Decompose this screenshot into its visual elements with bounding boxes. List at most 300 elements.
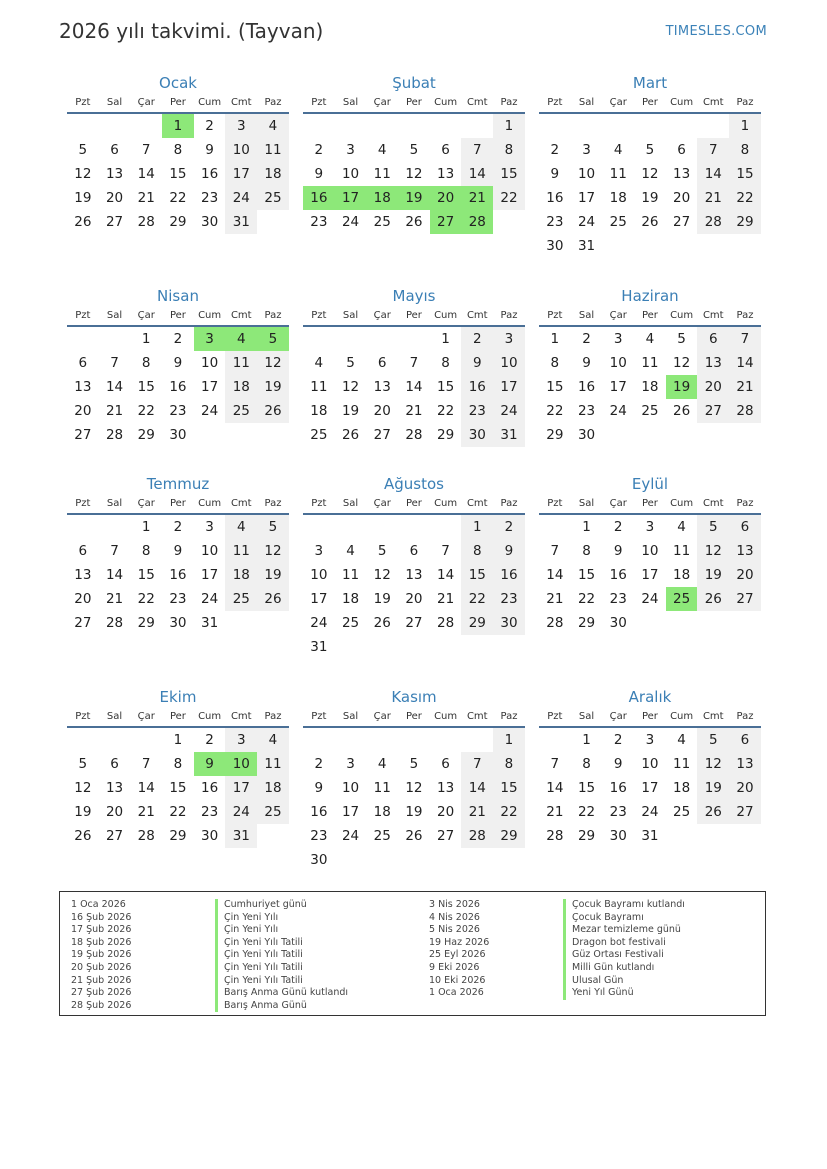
day-cell[interactable]: 27 [697,399,729,423]
day-cell[interactable]: 27 [437,828,455,844]
day-cell[interactable]: 11 [257,752,289,776]
day-cell[interactable]: 17 [225,776,257,800]
day-cell[interactable]: 17 [641,780,659,796]
day-cell[interactable]: 22 [169,190,187,206]
day-cell[interactable]: 16 [609,780,627,796]
day-cell[interactable]: 1 [493,114,525,138]
day-cell[interactable]: 15 [169,780,187,796]
day-cell[interactable]: 20 [437,804,455,820]
day-cell[interactable]: 31 [225,824,257,848]
day-cell[interactable]: 21 [405,403,423,419]
day-cell[interactable]: 2 [613,732,623,748]
day-cell[interactable]: 23 [310,828,328,844]
day-cell[interactable]: 4 [257,728,289,752]
day-cell[interactable]: 28 [697,210,729,234]
day-cell[interactable]: 31 [493,423,525,447]
day-cell[interactable]: 14 [405,379,423,395]
day-cell[interactable]: 18 [225,375,257,399]
day-cell[interactable]: 6 [110,142,119,158]
day-cell[interactable]: 23 [310,214,328,230]
day-cell[interactable]: 6 [441,756,450,772]
day-cell[interactable]: 24 [493,399,525,423]
day-cell[interactable]: 1 [582,732,591,748]
day-cell[interactable]: 10 [341,780,360,796]
day-cell[interactable]: 18 [310,403,328,419]
day-cell[interactable]: 19 [341,403,360,419]
day-cell[interactable]: 30 [577,427,596,443]
day-cell[interactable]: 15 [137,379,155,395]
day-cell[interactable]: 25 [373,214,391,230]
day-cell[interactable]: 19 [257,563,289,587]
day-cell[interactable]: 13 [673,166,691,182]
day-cell[interactable]: 27 [729,800,761,824]
day-cell[interactable]: 17 [641,567,659,583]
day-cell[interactable]: 8 [173,142,183,158]
day-cell[interactable]: 22 [137,403,155,419]
day-cell[interactable]: 6 [78,355,88,371]
day-cell[interactable]: 21 [729,375,761,399]
day-cell[interactable]: 24 [341,214,360,230]
day-cell[interactable]: 13 [74,567,92,583]
day-cell[interactable]: 6 [409,543,419,559]
day-cell[interactable]: 15 [577,567,596,583]
day-cell[interactable]: 24 [201,403,219,419]
day-cell[interactable]: 3 [194,327,226,351]
day-cell[interactable]: 30 [546,238,564,254]
day-cell[interactable]: 7 [550,543,560,559]
day-cell[interactable]: 3 [205,519,214,535]
day-cell[interactable]: 22 [137,591,155,607]
day-cell[interactable]: 22 [577,591,596,607]
day-cell[interactable]: 30 [201,828,219,844]
day-cell[interactable]: 17 [310,591,328,607]
day-cell[interactable]: 24 [641,591,659,607]
day-cell[interactable]: 2 [173,519,183,535]
day-cell[interactable]: 26 [257,399,289,423]
day-cell[interactable]: 17 [341,804,360,820]
day-cell[interactable]: 24 [225,186,257,210]
day-cell[interactable]: 6 [677,142,686,158]
day-cell[interactable]: 26 [405,214,423,230]
day-cell[interactable]: 19 [641,190,659,206]
day-cell[interactable]: 30 [609,615,627,631]
day-cell[interactable]: 8 [141,355,151,371]
day-cell[interactable]: 21 [105,403,124,419]
day-cell[interactable]: 7 [110,543,119,559]
day-cell[interactable]: 9 [461,351,493,375]
day-cell[interactable]: 9 [582,355,591,371]
day-cell[interactable]: 12 [697,539,729,563]
day-cell[interactable]: 22 [577,804,596,820]
day-cell[interactable]: 29 [137,615,155,631]
day-cell[interactable]: 10 [341,166,360,182]
day-cell[interactable]: 16 [201,780,219,796]
day-cell[interactable]: 28 [137,214,155,230]
day-cell[interactable]: 19 [697,776,729,800]
day-cell[interactable]: 4 [346,543,355,559]
day-cell[interactable]: 6 [729,728,761,752]
day-cell[interactable]: 15 [577,780,596,796]
day-cell[interactable]: 3 [493,327,525,351]
day-cell[interactable]: 11 [673,543,691,559]
day-cell[interactable]: 21 [137,190,155,206]
day-cell[interactable]: 5 [257,515,289,539]
day-cell[interactable]: 30 [201,214,219,230]
day-cell[interactable]: 18 [673,780,691,796]
day-cell[interactable]: 25 [257,186,289,210]
day-cell[interactable]: 25 [673,804,691,820]
day-cell[interactable]: 5 [697,728,729,752]
day-cell[interactable]: 5 [697,515,729,539]
day-cell[interactable]: 7 [729,327,761,351]
day-cell[interactable]: 22 [729,186,761,210]
day-cell[interactable]: 13 [729,752,761,776]
day-cell[interactable]: 12 [673,355,691,371]
day-cell[interactable]: 29 [546,427,564,443]
day-cell[interactable]: 1 [493,728,525,752]
day-cell[interactable]: 29 [729,210,761,234]
day-cell[interactable]: 22 [493,800,525,824]
day-cell[interactable]: 16 [546,190,564,206]
day-cell[interactable]: 3 [613,331,623,347]
day-cell[interactable]: 7 [461,752,493,776]
day-cell[interactable]: 2 [582,331,591,347]
day-cell[interactable]: 16 [609,567,627,583]
day-cell[interactable]: 5 [257,327,289,351]
day-cell[interactable]: 27 [373,427,391,443]
day-cell[interactable]: 12 [257,539,289,563]
day-cell[interactable]: 12 [405,166,423,182]
day-cell[interactable]: 17 [577,190,596,206]
day-cell[interactable]: 3 [645,732,655,748]
day-cell[interactable]: 20 [673,190,691,206]
day-cell[interactable]: 2 [314,142,324,158]
day-cell[interactable]: 23 [461,399,493,423]
day-cell[interactable]: 31 [310,639,328,655]
day-cell[interactable]: 13 [437,780,455,796]
day-cell[interactable]: 3 [346,756,355,772]
day-cell[interactable]: 27 [74,427,92,443]
day-cell[interactable]: 18 [257,776,289,800]
day-cell[interactable]: 30 [461,423,493,447]
day-cell[interactable]: 28 [546,828,564,844]
day-cell[interactable]: 18 [641,379,659,395]
day-cell[interactable]: 4 [314,355,324,371]
day-cell[interactable]: 28 [729,399,761,423]
day-cell[interactable]: 10 [641,756,659,772]
day-cell[interactable]: 19 [697,563,729,587]
day-cell[interactable]: 12 [641,166,659,182]
day-cell[interactable]: 18 [341,591,360,607]
day-cell[interactable]: 11 [225,351,257,375]
day-cell[interactable]: 7 [110,355,119,371]
day-cell[interactable]: 16 [303,186,335,210]
day-cell[interactable]: 14 [437,567,455,583]
day-cell[interactable]: 10 [201,355,219,371]
day-cell[interactable]: 6 [377,355,387,371]
day-cell[interactable]: 17 [201,379,219,395]
day-cell[interactable]: 6 [110,756,119,772]
day-cell[interactable]: 9 [550,166,560,182]
day-cell[interactable]: 6 [78,543,88,559]
day-cell[interactable]: 25 [225,587,257,611]
day-cell[interactable]: 10 [493,351,525,375]
day-cell[interactable]: 9 [205,142,214,158]
day-cell[interactable]: 26 [405,828,423,844]
day-cell[interactable]: 5 [677,331,686,347]
day-cell[interactable]: 11 [373,780,391,796]
day-cell[interactable]: 5 [78,142,88,158]
day-cell[interactable]: 8 [461,539,493,563]
day-cell[interactable]: 16 [169,567,187,583]
day-cell[interactable]: 17 [609,379,627,395]
day-cell[interactable]: 28 [105,615,124,631]
day-cell[interactable]: 10 [225,138,257,162]
day-cell[interactable]: 9 [173,355,183,371]
day-cell[interactable]: 14 [546,567,564,583]
day-cell[interactable]: 11 [310,379,328,395]
day-cell[interactable]: 15 [169,166,187,182]
day-cell[interactable]: 22 [546,403,564,419]
day-cell[interactable]: 7 [409,355,419,371]
day-cell[interactable]: 5 [409,142,419,158]
day-cell[interactable]: 30 [169,427,187,443]
day-cell[interactable]: 1 [729,114,761,138]
day-cell[interactable]: 12 [373,567,391,583]
day-cell[interactable]: 12 [74,780,92,796]
day-cell[interactable]: 31 [577,238,596,254]
day-cell[interactable]: 1 [441,331,450,347]
day-cell[interactable]: 14 [546,780,564,796]
day-cell[interactable]: 4 [677,732,686,748]
day-cell[interactable]: 14 [461,776,493,800]
day-cell[interactable]: 5 [377,543,387,559]
day-cell[interactable]: 17 [493,375,525,399]
day-cell[interactable]: 21 [437,591,455,607]
day-cell[interactable]: 25 [257,800,289,824]
day-cell[interactable]: 23 [169,591,187,607]
day-cell[interactable]: 18 [366,186,398,210]
brand-link[interactable]: TIMESLES.COM [665,24,767,39]
day-cell[interactable]: 30 [609,828,627,844]
day-cell[interactable]: 31 [641,828,659,844]
day-cell[interactable]: 22 [169,804,187,820]
day-cell[interactable]: 9 [613,543,623,559]
day-cell[interactable]: 18 [609,190,627,206]
day-cell[interactable]: 17 [225,162,257,186]
day-cell[interactable]: 5 [645,142,655,158]
day-cell[interactable]: 12 [341,379,360,395]
day-cell[interactable]: 28 [437,615,455,631]
day-cell[interactable]: 18 [225,563,257,587]
day-cell[interactable]: 9 [173,543,183,559]
day-cell[interactable]: 20 [74,591,92,607]
day-cell[interactable]: 8 [582,543,591,559]
day-cell[interactable]: 10 [577,166,596,182]
day-cell[interactable]: 26 [74,214,92,230]
day-cell[interactable]: 13 [105,166,124,182]
day-cell[interactable]: 6 [441,142,450,158]
day-cell[interactable]: 25 [225,399,257,423]
day-cell[interactable]: 26 [673,403,691,419]
day-cell[interactable]: 26 [373,615,391,631]
day-cell[interactable]: 10 [310,567,328,583]
day-cell[interactable]: 15 [546,379,564,395]
day-cell[interactable]: 4 [677,519,686,535]
day-cell[interactable]: 14 [105,567,124,583]
day-cell[interactable]: 1 [162,114,194,138]
day-cell[interactable]: 29 [577,828,596,844]
day-cell[interactable]: 14 [105,379,124,395]
day-cell[interactable]: 25 [310,427,328,443]
day-cell[interactable]: 1 [173,732,183,748]
day-cell[interactable]: 16 [169,379,187,395]
day-cell[interactable]: 13 [729,539,761,563]
day-cell[interactable]: 7 [441,543,450,559]
day-cell[interactable]: 5 [409,756,419,772]
day-cell[interactable]: 29 [169,828,187,844]
day-cell[interactable]: 28 [405,427,423,443]
day-cell[interactable]: 23 [546,214,564,230]
day-cell[interactable]: 11 [609,166,627,182]
day-cell[interactable]: 2 [550,142,560,158]
day-cell[interactable]: 16 [577,379,596,395]
day-cell[interactable]: 20 [74,403,92,419]
day-cell[interactable]: 19 [257,375,289,399]
day-cell[interactable]: 2 [205,118,214,134]
day-cell[interactable]: 28 [105,427,124,443]
day-cell[interactable]: 8 [173,756,183,772]
day-cell[interactable]: 20 [105,804,124,820]
day-cell[interactable]: 25 [609,214,627,230]
day-cell[interactable]: 26 [257,587,289,611]
day-cell[interactable]: 25 [373,828,391,844]
day-cell[interactable]: 15 [137,567,155,583]
day-cell[interactable]: 14 [137,166,155,182]
day-cell[interactable]: 11 [341,567,360,583]
day-cell[interactable]: 21 [137,804,155,820]
day-cell[interactable]: 5 [346,355,355,371]
day-cell[interactable]: 2 [461,327,493,351]
day-cell[interactable]: 2 [613,519,623,535]
day-cell[interactable]: 3 [225,114,257,138]
day-cell[interactable]: 19 [666,375,698,399]
day-cell[interactable]: 7 [550,756,560,772]
day-cell[interactable]: 23 [609,804,627,820]
day-cell[interactable]: 21 [105,591,124,607]
day-cell[interactable]: 11 [373,166,391,182]
day-cell[interactable]: 4 [613,142,623,158]
day-cell[interactable]: 12 [405,780,423,796]
day-cell[interactable]: 9 [613,756,623,772]
day-cell[interactable]: 24 [201,591,219,607]
day-cell[interactable]: 26 [641,214,659,230]
day-cell[interactable]: 20 [729,563,761,587]
day-cell[interactable]: 19 [373,591,391,607]
day-cell[interactable]: 20 [373,403,391,419]
day-cell[interactable]: 16 [493,563,525,587]
day-cell[interactable]: 2 [173,331,183,347]
day-cell[interactable]: 29 [461,611,493,635]
day-cell[interactable]: 3 [645,519,655,535]
day-cell[interactable]: 25 [341,615,360,631]
day-cell[interactable]: 1 [141,519,151,535]
day-cell[interactable]: 26 [697,800,729,824]
day-cell[interactable]: 26 [697,587,729,611]
day-cell[interactable]: 21 [461,800,493,824]
day-cell[interactable]: 1 [550,331,560,347]
day-cell[interactable]: 15 [493,776,525,800]
day-cell[interactable]: 26 [74,828,92,844]
day-cell[interactable]: 11 [225,539,257,563]
day-cell[interactable]: 18 [673,567,691,583]
day-cell[interactable]: 30 [169,615,187,631]
day-cell[interactable]: 20 [405,591,423,607]
day-cell[interactable]: 2 [205,732,214,748]
day-cell[interactable]: 17 [201,567,219,583]
day-cell[interactable]: 19 [398,186,430,210]
day-cell[interactable]: 27 [405,615,423,631]
day-cell[interactable]: 27 [105,214,124,230]
day-cell[interactable]: 29 [437,427,455,443]
day-cell[interactable]: 24 [609,403,627,419]
day-cell[interactable]: 19 [405,804,423,820]
day-cell[interactable]: 20 [697,375,729,399]
day-cell[interactable]: 13 [697,351,729,375]
day-cell[interactable]: 9 [314,780,324,796]
day-cell[interactable]: 1 [141,331,151,347]
day-cell[interactable]: 13 [74,379,92,395]
day-cell[interactable]: 16 [461,375,493,399]
day-cell[interactable]: 8 [582,756,591,772]
day-cell[interactable]: 14 [461,162,493,186]
day-cell[interactable]: 29 [137,427,155,443]
day-cell[interactable]: 23 [169,403,187,419]
day-cell[interactable]: 7 [141,756,151,772]
day-cell[interactable]: 29 [493,824,525,848]
day-cell[interactable]: 8 [550,355,560,371]
day-cell[interactable]: 28 [461,210,493,234]
day-cell[interactable]: 16 [310,804,328,820]
day-cell[interactable]: 6 [697,327,729,351]
day-cell[interactable]: 11 [673,756,691,772]
day-cell[interactable]: 23 [609,591,627,607]
day-cell[interactable]: 27 [729,587,761,611]
day-cell[interactable]: 10 [225,752,257,776]
day-cell[interactable]: 23 [201,804,219,820]
day-cell[interactable]: 8 [441,355,450,371]
day-cell[interactable]: 4 [225,515,257,539]
day-cell[interactable]: 14 [729,351,761,375]
day-cell[interactable]: 10 [201,543,219,559]
day-cell[interactable]: 4 [257,114,289,138]
day-cell[interactable]: 27 [105,828,124,844]
day-cell[interactable]: 18 [257,162,289,186]
day-cell[interactable]: 27 [673,214,691,230]
day-cell[interactable]: 30 [493,611,525,635]
day-cell[interactable]: 13 [373,379,391,395]
day-cell[interactable]: 8 [493,752,525,776]
day-cell[interactable]: 26 [341,427,360,443]
day-cell[interactable]: 13 [405,567,423,583]
day-cell[interactable]: 31 [225,210,257,234]
day-cell[interactable]: 16 [201,166,219,182]
day-cell[interactable]: 13 [105,780,124,796]
day-cell[interactable]: 3 [346,142,355,158]
day-cell[interactable]: 23 [577,403,596,419]
day-cell[interactable]: 4 [645,331,655,347]
day-cell[interactable]: 1 [461,515,493,539]
